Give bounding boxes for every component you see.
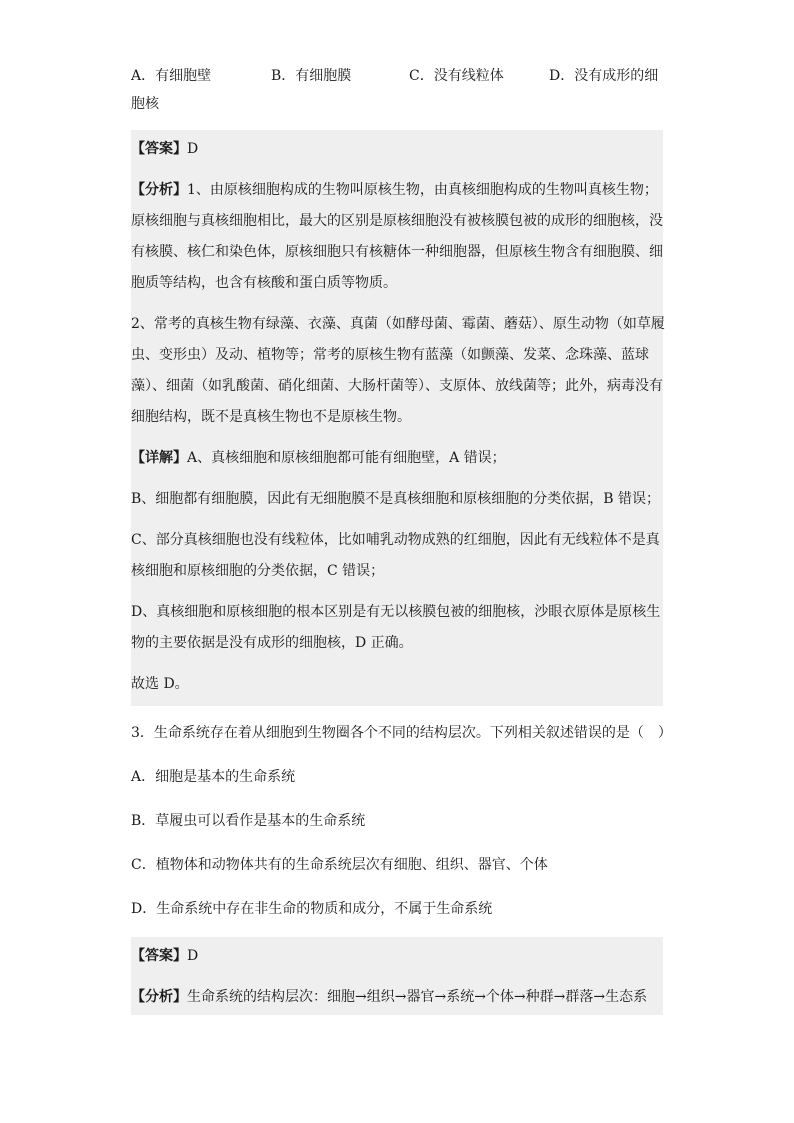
q2-analysis2-line: 虫、变形虫）及动、植物等；常考的原核生物有蓝藻（如颤藻、发菜、念珠藻、蓝球 (131, 347, 649, 363)
q2-solution-block (131, 130, 663, 706)
q3-option-d: D．生命系统中存在非生命的物质和成分，不属于生命系统 (131, 901, 493, 917)
q2-detail-b: B、细胞都有细胞膜，因此有无细胞膜不是真核细胞和原核细胞的分类依据，B 错误； (131, 491, 661, 507)
q3-analysis: 【分析】生命系统的结构层次：细胞→组织→器官→系统→个体→种群→群落→生态系 (131, 989, 648, 1005)
q2-option-c: C．没有线粒体 (409, 68, 504, 84)
q2-options (131, 62, 663, 90)
q3-solution-block (131, 937, 663, 1015)
q3-option-c: C．植物体和动物体共有的生命系统层次有细胞、组织、器官、个体 (131, 857, 548, 873)
q2-analysis-line: 原核细胞与真核细胞相比，最大的区别是原核细胞没有被核膜包被的成形的细胞核，没 (131, 213, 663, 229)
q2-analysis-line: 有核膜、核仁和染色体，原核细胞只有核糖体一种细胞器，但原核生物含有细胞膜、细 (131, 244, 663, 260)
q2-detail-a: 【详解】A、真核细胞和原核细胞都可能有细胞壁，A 错误； (131, 450, 506, 466)
q2-conclusion: 故选 D。 (131, 676, 189, 692)
q2-detail-label: 【详解】 (131, 450, 187, 466)
q2-options-wrap: 胞核 (131, 96, 159, 112)
q2-analysis-line: 胞质等结构，也含有核酸和蛋白质等物质。 (131, 275, 397, 291)
q2-option-b: B．有细胞膜 (271, 68, 352, 84)
q2-answer-value: D (187, 141, 199, 157)
q3-analysis-label: 【分析】 (131, 989, 187, 1005)
q2-analysis-line: 【分析】1、由原核细胞构成的生物叫原核生物，由真核细胞构成的生物叫真核生物； (131, 182, 658, 198)
q2-analysis2-line: 细胞结构，既不是真核生物也不是原核生物。 (131, 409, 411, 425)
q2-answer (131, 134, 663, 165)
q3-option-a: A．细胞是基本的生命系统 (131, 769, 296, 785)
q3-answer-value: D (187, 948, 199, 964)
q2-detail-c: C、部分真核细胞也没有线粒体，比如哺乳动物成熟的红细胞，因此有无线粒体不是真 (131, 532, 660, 548)
document-page (131, 62, 672, 1015)
q2-option-a: A．有细胞壁 (131, 68, 212, 84)
q2-analysis-label: 【分析】 (131, 182, 187, 198)
q3-stem: 3．生命系统存在着从细胞到生物圈各个不同的结构层次。下列相关叙述错误的是（ ） (131, 725, 672, 741)
q2-analysis2-line: 藻）、细菌（如乳酸菌、硝化细菌、大肠杆菌等）、支原体、放线菌等；此外，病毒没有 (131, 378, 663, 394)
q2-detail-c: 核细胞和原核细胞的分类依据，C 错误； (131, 563, 385, 579)
q3-option-b: B．草履虫可以看作是基本的生命系统 (131, 813, 366, 829)
q2-detail-d: D、真核细胞和原核细胞的根本区别是有无以核膜包被的细胞核，沙眼衣原体是原核生 (131, 604, 661, 620)
q2-analysis2-line: 2、常考的真核生物有绿藻、衣藻、真菌（如酵母菌、霉菌、蘑菇）、原生动物（如草履 (131, 316, 665, 332)
q2-detail-d: 物的主要依据是没有成形的细胞核，D 正确。 (131, 635, 413, 651)
q2-answer-label: 【答案】 (131, 141, 187, 157)
q3-answer (131, 941, 663, 972)
q3-answer-label: 【答案】 (131, 948, 187, 964)
q2-option-d: D．没有成形的细 (549, 68, 659, 84)
